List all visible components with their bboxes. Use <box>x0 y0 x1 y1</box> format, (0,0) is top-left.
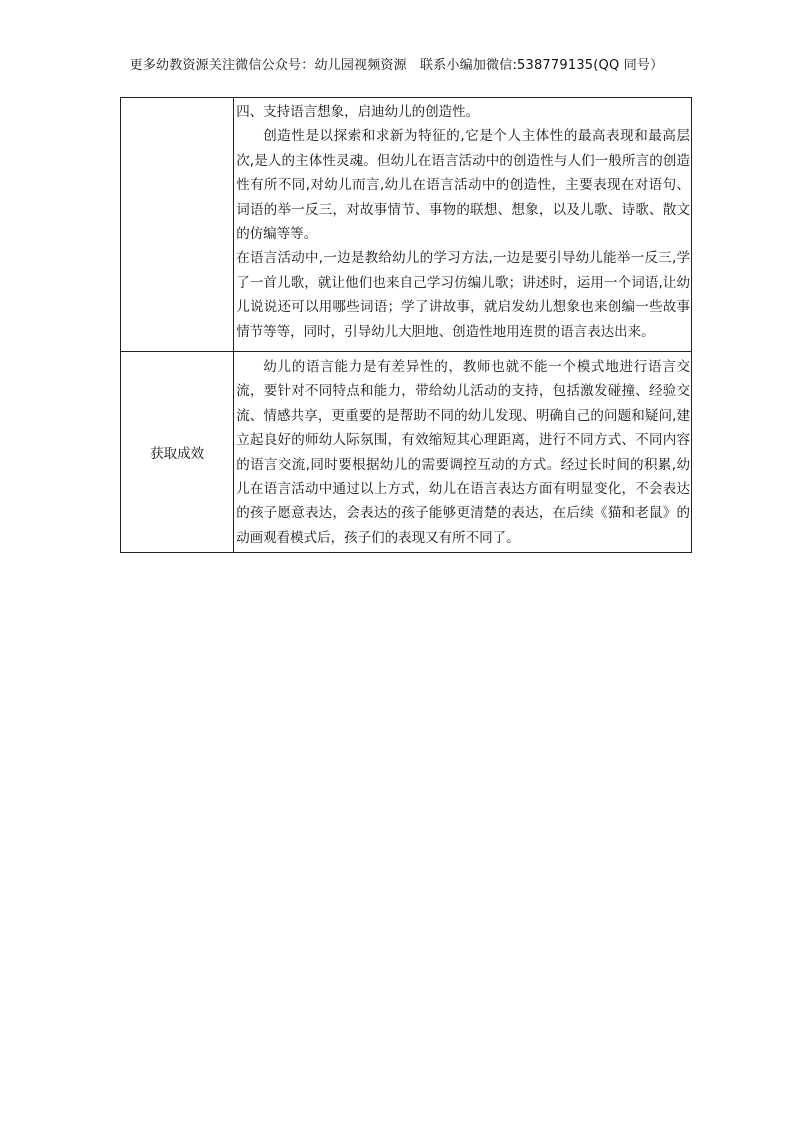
row-label-cell: 获取成效 <box>121 352 234 553</box>
content-table <box>120 97 692 553</box>
row-label-cell <box>121 98 234 352</box>
page-header: 更多幼教资源关注微信公众号：幼儿园视频资源 联系小编加微信:538779135(QQ 同号） <box>129 58 664 73</box>
paragraph: 在语言活动中,一边是教给幼儿的学习方法,一边是要引导幼儿能举一反三,学了一首儿歌，就让他们也来自己学习仿编儿歌；讲述时，运用一个词语,让幼儿说说还可以用哪些词语；学了讲故事，就启发幼儿想象也来创编一些故事情节等等，同时，引导幼儿大胆地、创造性地用连贯的语言表达出来。 <box>236 250 690 340</box>
row-content-cell <box>234 352 692 553</box>
section-heading: 四、支持语言想象，启迪幼儿的创造性。 <box>236 104 480 120</box>
row-content-cell <box>234 98 692 352</box>
table-row <box>121 98 692 352</box>
paragraph: 创造性是以探索和求新为特征的,它是个人主体性的最高表现和最高层次,是人的主体性灵魂。但幼儿在语言活动中的创造性与人们一般所言的创造性有所不同,对幼儿而言,幼儿在语言活动中的创造性，主要表现在对语句、词语的举一反三，对故事情节、事物的联想、想象，以及儿歌、诗歌、散文的仿编等等。 <box>236 128 690 243</box>
table-row <box>121 352 692 553</box>
paragraph: 幼儿的语言能力是有差异性的，教师也就不能一个模式地进行语言交流，要针对不同特点和能力，带给幼儿活动的支持，包括激发碰撞、经验交流、情感共享，更重要的是帮助不同的幼儿发现、明确自己的问题和疑问,建立起良好的师幼人际氛围，有效缩短其心理距离，进行不同方式、不同内容的语言交流,同时要根据幼儿的需要调控互动的方式。经过长时间的积累,幼儿在语言活动中通过以上方式，幼儿在语言表达方面有明显变化，不会表达的孩子愿意表达，会表达的孩子能够更清楚的表达，在后续《猫和老鼠》的动画观看模式后，孩子们的表现又有所不同了。 <box>236 359 690 546</box>
